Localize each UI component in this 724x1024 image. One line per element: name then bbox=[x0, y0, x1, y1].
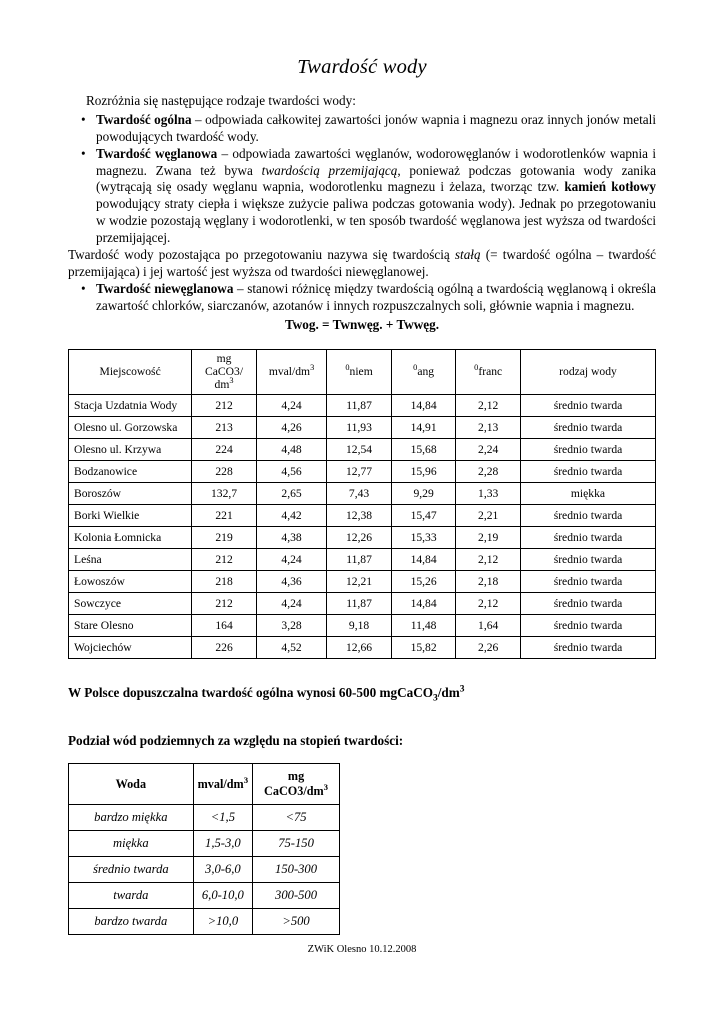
classification-table-head bbox=[69, 764, 340, 805]
cell-class-mgcaco3: 150-300 bbox=[253, 857, 340, 883]
table-head bbox=[69, 349, 656, 394]
cell-class-mval: 1,5-3,0 bbox=[193, 831, 252, 857]
cell-mval: 4,36 bbox=[256, 570, 326, 592]
cell-niem: 11,87 bbox=[327, 592, 392, 614]
cell-niem: 12,38 bbox=[327, 504, 392, 526]
cell-ang: 15,96 bbox=[391, 460, 456, 482]
formula-line: Twog. = Twnwęg. + Twwęg. bbox=[284, 316, 440, 332]
table-row bbox=[69, 614, 656, 636]
cell-ang: 9,29 bbox=[391, 482, 456, 504]
cell-mgcaco3: 226 bbox=[192, 636, 257, 658]
cell-franc: 2,13 bbox=[456, 416, 521, 438]
cell-water-type: średnio twarda bbox=[520, 570, 655, 592]
col-header-mgcaco3-label: mg CaCO3/dm bbox=[264, 769, 324, 799]
table-row bbox=[69, 416, 656, 438]
cell-water-type: średnio twarda bbox=[520, 438, 655, 460]
col-header-niem bbox=[327, 349, 392, 394]
list-item bbox=[68, 146, 656, 247]
para-text-2: (= twardość ogólna – twardość przemijająca) i jej wartość jest wyższa od twardości niewęglanowej. bbox=[68, 247, 656, 279]
table-row bbox=[69, 548, 656, 570]
classification-subhead: Podział wód podziemnych za względu na stopień twardości: bbox=[68, 733, 404, 749]
term-text-part2: , ponieważ podczas gotowania wody zanika (wytrącają się osady węglanu wapnia, wodorotlenku magnezu i żelaza, tworząc tzw. bbox=[96, 162, 657, 195]
cell-mval: 4,48 bbox=[256, 438, 326, 460]
term-text-part1: – odpowiada zawartości węglanów, wodorowęglanów i wodorotlenków wapnia i magnezu. Zwana też bywa bbox=[96, 145, 656, 178]
cell-mgcaco3: 212 bbox=[192, 548, 257, 570]
page-title: Twardość wody bbox=[297, 56, 427, 78]
limit-note-sub: 3 bbox=[432, 693, 438, 704]
cell-franc: 2,21 bbox=[456, 504, 521, 526]
cell-niem: 11,87 bbox=[327, 548, 392, 570]
col-header-mgcaco3-sup: 3 bbox=[229, 376, 234, 386]
table-row bbox=[69, 482, 656, 504]
table-row bbox=[69, 394, 656, 416]
intro-paragraph: Rozróżnia się następujące rodzaje twardości wody: bbox=[86, 93, 356, 108]
cell-mgcaco3: 212 bbox=[192, 394, 257, 416]
definition-list-2 bbox=[68, 281, 656, 315]
limit-note-sup: 3 bbox=[459, 684, 465, 695]
cell-city: Boroszów bbox=[69, 482, 192, 504]
cell-water-type: średnio twarda bbox=[520, 460, 655, 482]
col-header-mval bbox=[256, 349, 326, 394]
cell-franc: 2,19 bbox=[456, 526, 521, 548]
hardness-measurements-table bbox=[68, 349, 656, 659]
term-label: Twardość niewęglanowa bbox=[96, 280, 234, 296]
cell-ang: 15,82 bbox=[391, 636, 456, 658]
cell-city: Stacja Uzdatnia Wody bbox=[69, 394, 192, 416]
hardness-measurements-table-wrapper bbox=[68, 349, 656, 659]
cell-ang: 15,68 bbox=[391, 438, 456, 460]
table-row bbox=[69, 831, 340, 857]
col-header-water bbox=[69, 764, 194, 805]
cell-franc: 1,33 bbox=[456, 482, 521, 504]
term-emphasis-1: twardością przemijającą bbox=[261, 162, 398, 178]
cell-niem: 11,87 bbox=[327, 394, 392, 416]
cell-water-type: średnio twarda bbox=[520, 526, 655, 548]
cell-franc: 2,28 bbox=[456, 460, 521, 482]
cell-mval: 4,38 bbox=[256, 526, 326, 548]
table-header-row bbox=[69, 764, 340, 805]
cell-niem: 12,66 bbox=[327, 636, 392, 658]
cell-city: Wojciechów bbox=[69, 636, 192, 658]
cell-franc: 2,24 bbox=[456, 438, 521, 460]
table-body bbox=[69, 394, 656, 658]
term-emphasis-2: kamień kotłowy bbox=[564, 179, 656, 195]
cell-water-type: średnio twarda bbox=[520, 504, 655, 526]
cell-mval: 3,28 bbox=[256, 614, 326, 636]
cell-class-mgcaco3: <75 bbox=[253, 805, 340, 831]
cell-class-name: twarda bbox=[69, 883, 194, 909]
cell-water-type: średnio twarda bbox=[520, 592, 655, 614]
cell-niem: 12,21 bbox=[327, 570, 392, 592]
limit-note bbox=[68, 685, 656, 704]
cell-franc: 1,64 bbox=[456, 614, 521, 636]
cell-city: Olesno ul. Krzywa bbox=[69, 438, 192, 460]
cell-ang: 14,84 bbox=[391, 548, 456, 570]
para-text-1: Twardość wody pozostająca po przegotowaniu nazywa się twardością bbox=[68, 247, 455, 263]
col-header-mgcaco3 bbox=[253, 764, 340, 805]
cell-mval: 4,52 bbox=[256, 636, 326, 658]
cell-ang: 14,91 bbox=[391, 416, 456, 438]
cell-class-name: bardzo miękka bbox=[69, 805, 194, 831]
document-body bbox=[68, 56, 656, 935]
cell-mval: 4,24 bbox=[256, 592, 326, 614]
col-header-city bbox=[69, 349, 192, 394]
classification-table bbox=[68, 763, 340, 935]
table-row bbox=[69, 460, 656, 482]
cell-city: Leśna bbox=[69, 548, 192, 570]
cell-mval: 4,56 bbox=[256, 460, 326, 482]
cell-class-mgcaco3: >500 bbox=[253, 909, 340, 935]
col-header-niem-label: niem bbox=[349, 364, 373, 378]
cell-ang: 15,47 bbox=[391, 504, 456, 526]
stable-hardness-paragraph bbox=[68, 247, 656, 281]
cell-water-type: miękka bbox=[520, 482, 655, 504]
cell-class-mval: 6,0-10,0 bbox=[193, 883, 252, 909]
table-row bbox=[69, 570, 656, 592]
cell-class-mgcaco3: 300-500 bbox=[253, 883, 340, 909]
cell-franc: 2,18 bbox=[456, 570, 521, 592]
table-row bbox=[69, 438, 656, 460]
col-header-ang-label: ang bbox=[417, 364, 435, 378]
classification-table-body bbox=[69, 805, 340, 935]
cell-class-mgcaco3: 75-150 bbox=[253, 831, 340, 857]
cell-franc: 2,12 bbox=[456, 592, 521, 614]
term-label: Twardość ogólna bbox=[96, 111, 192, 127]
term-text: – stanowi różnicę między twardością ogólną a twardością węglanową i określa zawartość chlorków, siarczanów, azotanów i innych rozpuszczalnych soli, głównie wapnia i magnezu. bbox=[96, 280, 656, 313]
cell-mval: 2,65 bbox=[256, 482, 326, 504]
cell-city: Stare Olesno bbox=[69, 614, 192, 636]
col-header-ang-sup: 0 bbox=[413, 363, 418, 373]
cell-niem: 7,43 bbox=[327, 482, 392, 504]
limit-note-text-2: /dm bbox=[437, 684, 460, 700]
cell-ang: 15,26 bbox=[391, 570, 456, 592]
cell-city: Sowczyce bbox=[69, 592, 192, 614]
cell-niem: 12,26 bbox=[327, 526, 392, 548]
col-header-franc-sup: 0 bbox=[474, 363, 479, 373]
classification-table-wrapper bbox=[68, 763, 340, 935]
col-header-water-type-label: rodzaj wody bbox=[559, 364, 617, 378]
col-header-niem-sup: 0 bbox=[345, 363, 350, 373]
cell-mgcaco3: 218 bbox=[192, 570, 257, 592]
cell-city: Kolonia Łomnicka bbox=[69, 526, 192, 548]
cell-class-mval: 3,0-6,0 bbox=[193, 857, 252, 883]
table-header-row bbox=[69, 349, 656, 394]
cell-class-name: średnio twarda bbox=[69, 857, 194, 883]
cell-mval: 4,24 bbox=[256, 548, 326, 570]
col-header-mval bbox=[193, 764, 252, 805]
term-text: – odpowiada całkowitej zawartości jonów wapnia i magnezu oraz innych jonów metali powodujących twardość wody. bbox=[96, 111, 656, 144]
cell-city: Olesno ul. Gorzowska bbox=[69, 416, 192, 438]
cell-class-name: miękka bbox=[69, 831, 194, 857]
cell-mgcaco3: 219 bbox=[192, 526, 257, 548]
col-header-mval-label: mval/dm bbox=[197, 776, 244, 791]
cell-ang: 14,84 bbox=[391, 394, 456, 416]
limit-note-text-1: W Polsce dopuszczalna twardość ogólna wynosi 60-500 mgCaCO bbox=[68, 684, 433, 700]
cell-mgcaco3: 212 bbox=[192, 592, 257, 614]
col-header-ang bbox=[391, 349, 456, 394]
term-label: Twardość węglanowa bbox=[96, 145, 218, 161]
col-header-mval-label: mval/dm bbox=[268, 364, 311, 378]
table-row bbox=[69, 883, 340, 909]
col-header-water-label: Woda bbox=[115, 776, 147, 791]
table-row bbox=[69, 909, 340, 935]
col-header-franc bbox=[456, 349, 521, 394]
table-row bbox=[69, 805, 340, 831]
term-text-part3: powodujący straty ciepła i większe zużycie paliwa podczas gotowania wody). Jednak po przegotowaniu w wodzie pozostają węglany i wodorotlenki, w ten sposób twardość węglanowa jest wyższa od twardości przemijającej. bbox=[96, 196, 656, 246]
col-header-water-type bbox=[520, 349, 655, 394]
definition-list bbox=[68, 112, 656, 247]
col-header-mgcaco3-sup: 3 bbox=[323, 782, 329, 793]
cell-city: Bodzanowice bbox=[69, 460, 192, 482]
cell-niem: 12,77 bbox=[327, 460, 392, 482]
table-row bbox=[69, 504, 656, 526]
cell-franc: 2,12 bbox=[456, 394, 521, 416]
col-header-mval-sup: 3 bbox=[243, 774, 249, 785]
list-item bbox=[68, 112, 656, 146]
cell-mgcaco3: 228 bbox=[192, 460, 257, 482]
list-item bbox=[68, 281, 656, 315]
col-header-mval-sup: 3 bbox=[310, 363, 315, 373]
cell-water-type: średnio twarda bbox=[520, 636, 655, 658]
cell-niem: 11,93 bbox=[327, 416, 392, 438]
table-row bbox=[69, 636, 656, 658]
cell-water-type: średnio twarda bbox=[520, 416, 655, 438]
cell-city: Łowoszów bbox=[69, 570, 192, 592]
cell-niem: 9,18 bbox=[327, 614, 392, 636]
cell-ang: 14,84 bbox=[391, 592, 456, 614]
col-header-mgcaco3 bbox=[192, 349, 257, 394]
cell-water-type: średnio twarda bbox=[520, 548, 655, 570]
cell-mgcaco3: 213 bbox=[192, 416, 257, 438]
cell-class-mval: <1,5 bbox=[193, 805, 252, 831]
cell-franc: 2,26 bbox=[456, 636, 521, 658]
cell-class-mval: >10,0 bbox=[193, 909, 252, 935]
table-row bbox=[69, 526, 656, 548]
cell-ang: 11,48 bbox=[391, 614, 456, 636]
table-row bbox=[69, 592, 656, 614]
cell-water-type: średnio twarda bbox=[520, 614, 655, 636]
col-header-franc-label: franc bbox=[478, 364, 503, 378]
cell-mval: 4,26 bbox=[256, 416, 326, 438]
col-header-mgcaco3-line1: mg CaCO3/ bbox=[205, 351, 244, 378]
cell-mgcaco3: 224 bbox=[192, 438, 257, 460]
cell-niem: 12,54 bbox=[327, 438, 392, 460]
cell-mval: 4,24 bbox=[256, 394, 326, 416]
col-header-city-label: Miejscowość bbox=[99, 364, 161, 378]
cell-class-name: bardzo twarda bbox=[69, 909, 194, 935]
cell-water-type: średnio twarda bbox=[520, 394, 655, 416]
cell-mgcaco3: 132,7 bbox=[192, 482, 257, 504]
para-emphasis: stałą bbox=[454, 247, 481, 263]
page-footer: ZWiK Olesno 10.12.2008 bbox=[307, 944, 417, 955]
cell-ang: 15,33 bbox=[391, 526, 456, 548]
cell-franc: 2,12 bbox=[456, 548, 521, 570]
cell-mgcaco3: 221 bbox=[192, 504, 257, 526]
cell-mval: 4,42 bbox=[256, 504, 326, 526]
cell-city: Borki Wielkie bbox=[69, 504, 192, 526]
col-header-mgcaco3-line2: dm bbox=[214, 378, 230, 392]
table-row bbox=[69, 857, 340, 883]
cell-mgcaco3: 164 bbox=[192, 614, 257, 636]
